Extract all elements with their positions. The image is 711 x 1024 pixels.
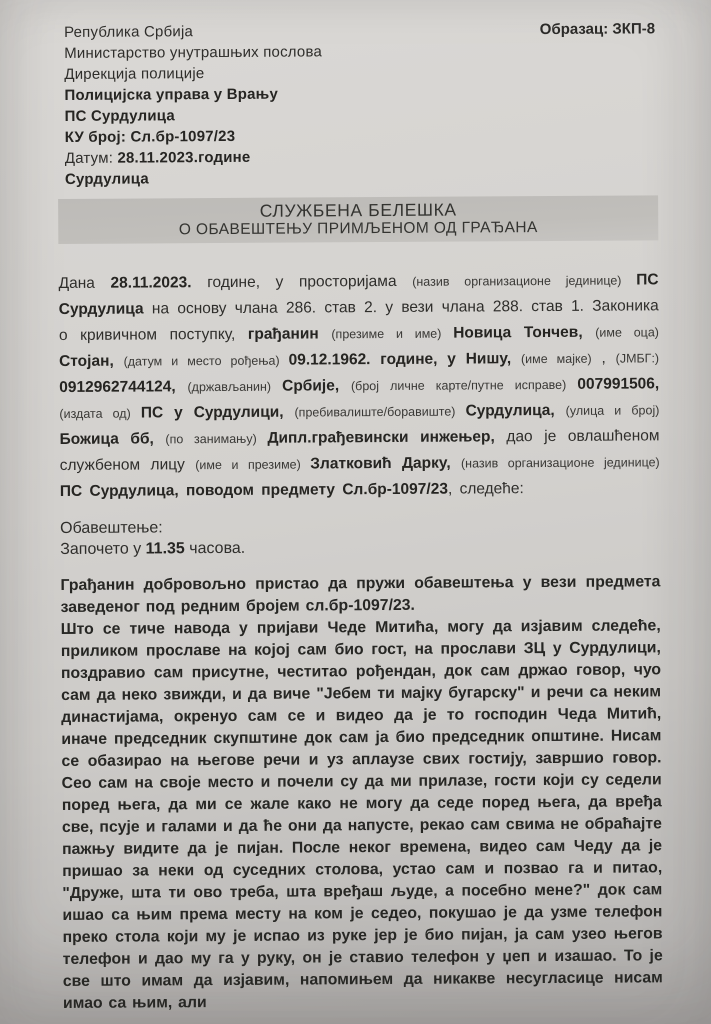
text-segment: Дипл.грађевински инжењер,	[267, 428, 507, 447]
text-segment: 28.11.2023.	[110, 274, 192, 292]
header-line	[64, 83, 322, 106]
statement-block	[60, 571, 663, 1015]
header-left	[64, 20, 323, 190]
text-segment: ПС Сурдулица	[58, 271, 659, 318]
text-segment: (по занимању)	[165, 431, 268, 447]
text-segment: КУ број: Сл.бр-1097/23	[64, 127, 236, 146]
text-segment: часова.	[184, 539, 246, 558]
header-line	[64, 20, 322, 43]
form-code: Образац: ЗКП-8	[539, 20, 656, 39]
document-subtitle: О ОБАВЕШТЕЊУ ПРИМЉЕНОМ ОД ГРАЂАНА	[178, 219, 538, 239]
text-segment: 11.35	[145, 540, 185, 558]
text-segment: (име и презиме)	[195, 457, 311, 473]
text-segment: (презиме и име)	[331, 326, 454, 342]
text-segment: дао је овлашћеном службеном лицу	[59, 427, 660, 474]
text-segment: (издата од)	[59, 406, 141, 421]
text-segment: Србије,	[282, 377, 352, 395]
text-segment: 09.12.1962. године, у Нишу,	[288, 350, 521, 369]
text-segment: године, у просторијама	[191, 272, 413, 292]
document-title: СЛУЖБЕНА БЕЛЕШКА	[259, 199, 457, 221]
header-line	[64, 62, 322, 85]
text-segment: на основу члана 286. став 2. у вези члана 288. став 1. Законика о кривичном поступку,	[58, 297, 659, 344]
text-segment: 007991506,	[577, 375, 660, 393]
text-segment: ,	[591, 349, 616, 367]
text-segment: ПС Сурдулица, поводом предмету Сл.бр-1097/23	[59, 480, 448, 500]
text-segment: Сурдулица	[64, 170, 149, 188]
text-segment: Полицијска управа у Врању	[64, 85, 279, 104]
text-segment: Министарство унутрашњих послова	[64, 43, 323, 62]
header-line	[64, 41, 322, 64]
document-header	[57, 18, 658, 190]
text-segment: Дирекција полиције	[64, 65, 205, 83]
text-segment: (пребивалиште/боравиште)	[294, 404, 466, 420]
text-segment: грађанин	[247, 325, 332, 343]
text-segment: (назив организационе јединице)	[412, 273, 637, 289]
text-segment: (име оца)	[595, 325, 659, 340]
title-band	[58, 195, 658, 244]
statement-paragraph: Што се тиче навода у пријави Чеде Митића, могу да изјавим следеће, приликом прославе на којој сам био гост, на прослави ЗЦ у Сурдулици, поздравио сам присутне, честитао рођендан, док сам држао говор, чуо сам да неко звижди, и да виче "Јебем ти мајку бугарску" и речи са неким династијама, окренуо сам се и видео да је то господин Чеда Митић, иначе председник скупштине док сам ја био председник општине. Нисам се обазирао на његове речи и уз аплаузе свих гостију, завршио говор. Сео сам на своје место и почели су да ми прилазе, гости који су седели поред њега, да ми се жале како не могу да седе поред њега, да вређа све, псује и галами и да ће они да напусте, рекао сам свима не обраћајте пажњу видите да је пијан. После неког времена, видео сам Чеду да је пришао за неки од суседних столова, устао сам и позвао га и питао, "Друже, шта ти ово треба, шта вређаш људе, а посебно мене?" док сам ишао са њим према месту на ком је седео, покушао је да узме телефон преко стола који му је испао из руке јер је био пијан, ја сам узео његов телефон и дао му га у руку, он је ставио телефон у џеп и изашао. То је све што имам да изјавим, напомињем да никакве несугласице нисам имао са њим, али	[60, 617, 663, 1012]
text-segment: 0912962744124,	[59, 378, 188, 396]
text-segment: (датум и место рођења)	[123, 353, 289, 369]
text-segment: Дана	[58, 274, 111, 292]
text-segment: ПС у Сурдулици,	[140, 403, 295, 422]
text-segment: (број личне карте/путне исправе)	[350, 377, 578, 394]
text-segment: Златковић Дарку,	[310, 454, 462, 473]
text-segment: 28.11.2023.године	[117, 148, 251, 167]
text-segment: Стојан,	[59, 352, 124, 370]
text-segment: (име мајке)	[520, 351, 592, 367]
text-segment: Започето у	[60, 540, 146, 558]
text-segment: Република Србија	[64, 23, 194, 41]
text-segment: Датум:	[64, 149, 118, 167]
text-segment: ПС Сурдулица	[64, 107, 175, 125]
header-line	[65, 146, 323, 169]
notice-block	[60, 514, 660, 560]
header-line	[65, 125, 323, 148]
text-segment: Сурдулица,	[465, 401, 566, 420]
text-segment: Божица бб,	[59, 430, 166, 448]
intro-paragraph	[59, 267, 660, 505]
text-segment: (ЈМБГ:)	[615, 351, 660, 366]
notice-label: Обавештење:	[60, 519, 163, 537]
header-line	[65, 167, 323, 190]
text-segment: (држављанин)	[187, 379, 283, 395]
statement-paragraph: Грађанин добровољно пристао да пружи обавештења у вези предмета заведеног под редним бројем сл.бр-1097/23.	[60, 573, 661, 616]
notice-start-line	[60, 535, 660, 560]
text-segment: , следеће:	[447, 480, 524, 498]
header-line	[65, 104, 323, 127]
text-segment: (улица и број)	[565, 403, 660, 418]
text-segment: (назив организационе јединице)	[460, 455, 660, 471]
document-page	[57, 18, 663, 1015]
text-segment: Новица Тончев,	[453, 323, 596, 342]
